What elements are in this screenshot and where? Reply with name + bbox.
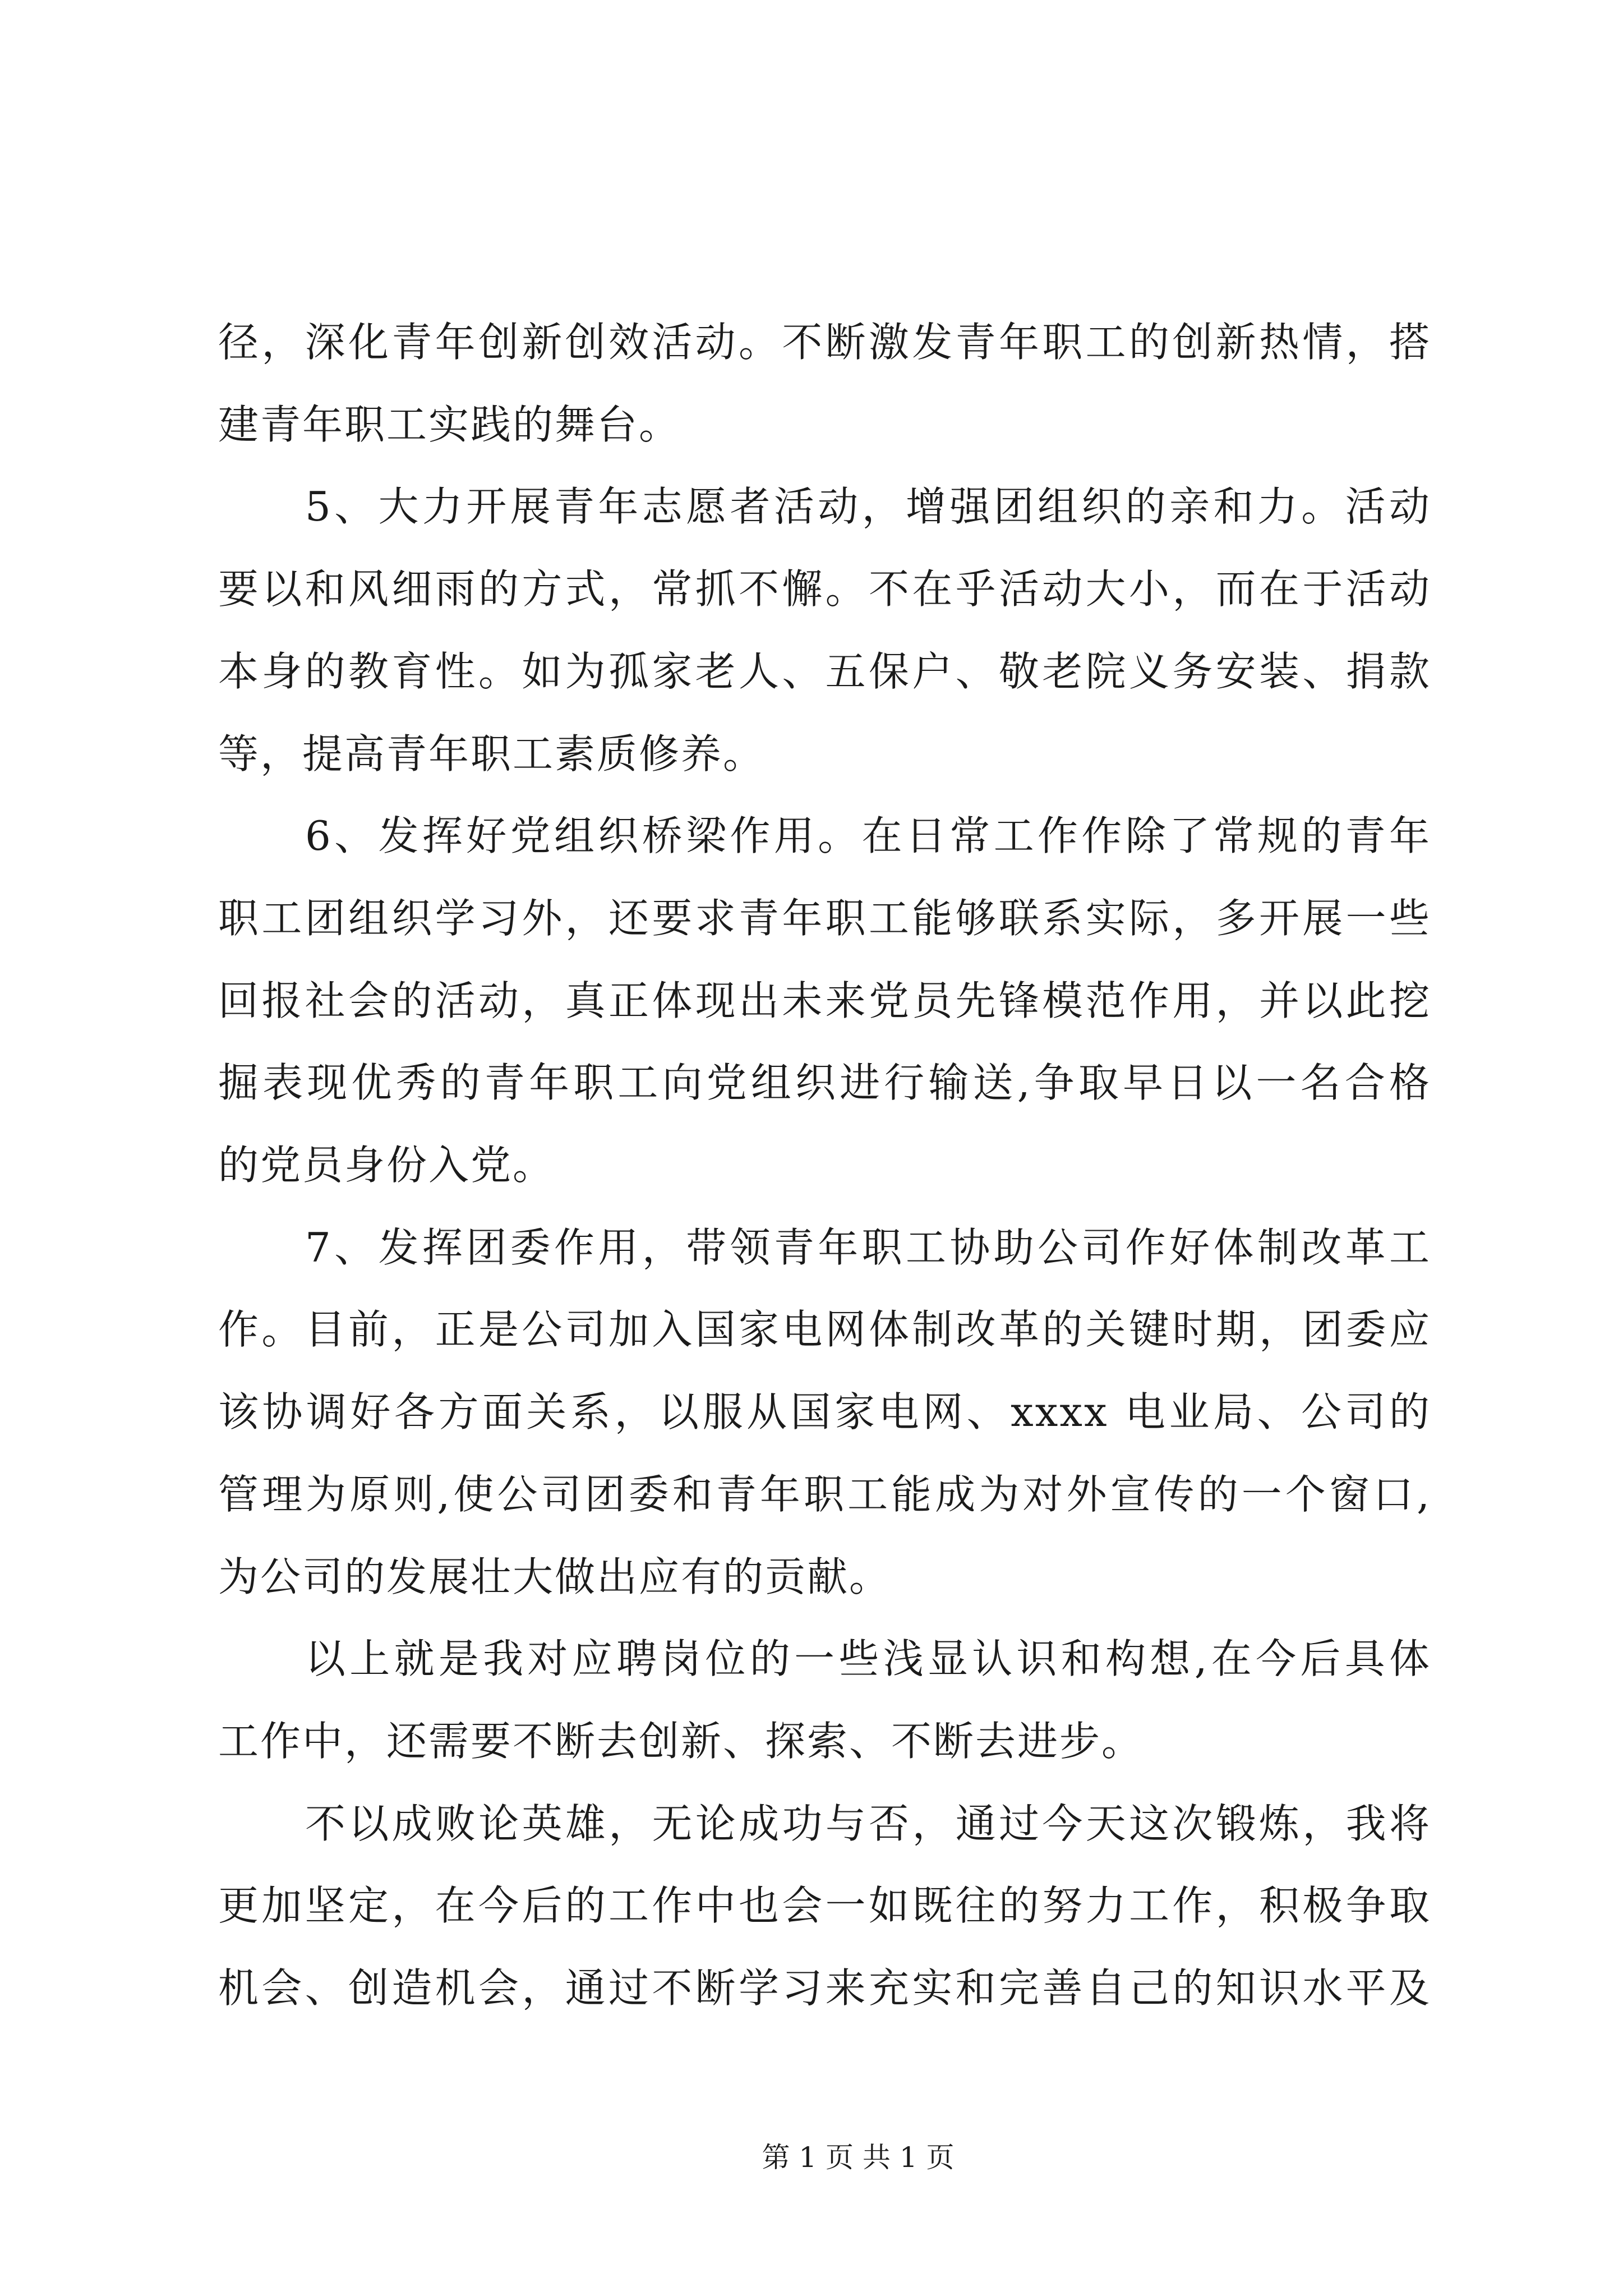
text-line: 等，提高青年职工素质修养。 [218,730,766,777]
text-line: 5、大力开展青年志愿者活动，增强团组织的亲和力。活动 [305,483,1431,530]
text-line: 工作中，还需要不断去创新、探索、不断去进步。 [218,1718,1144,1765]
text-line: 本身的教育性。如为孤家老人、五保户、敬老院义务安装、捐款 [218,648,1431,695]
text-line: 为公司的发展壮大做出应有的贡献。 [218,1553,892,1600]
text-line: 职工团组织学习外，还要求青年职工能够联系实际，多开展一些 [218,895,1431,942]
page-footer: 第 1 页 共 1 页 [762,2141,955,2174]
text-line: 径，深化青年创新创效活动。不断激发青年职工的创新热情，搭 [218,319,1431,366]
text-line: 更加坚定，在今后的工作中也会一如既往的努力工作，积极争取 [218,1882,1431,1929]
text-line: 该协调好各方面关系，以服从国家电网、xxxx 电业局、公司的 [218,1388,1431,1435]
text-line: 的党员身份入党。 [218,1142,555,1189]
text-line: 作。目前，正是公司加入国家电网体制改革的关键时期，团委应 [218,1306,1431,1353]
text-line: 不以成败论英雄，无论成功与否，通过今天这次锻炼，我将 [305,1800,1431,1847]
text-line: 要以和风细雨的方式，常抓不懈。不在乎活动大小，而在于活动 [218,565,1431,613]
text-line: 以上就是我对应聘岗位的一些浅显认识和构想,在今后具体 [305,1635,1431,1682]
text-line: 6、发挥好党组织桥梁作用。在日常工作作除了常规的青年 [305,812,1431,859]
text-line: 7、发挥团委作用，带领青年职工协助公司作好体制改革工 [305,1224,1431,1271]
text-line: 建青年职工实践的舞台。 [218,401,681,448]
text-line: 管理为原则,使公司团委和青年职工能成为对外宣传的一个窗口, [218,1471,1431,1518]
text-line: 掘表现优秀的青年职工向党组织进行输送,争取早日以一名合格 [218,1059,1431,1106]
text-line: 回报社会的活动，真正体现出未来党员先锋模范作用，并以此挖 [218,977,1431,1024]
text-line: 机会、创造机会，通过不断学习来充实和完善自己的知识水平及 [218,1964,1431,2012]
